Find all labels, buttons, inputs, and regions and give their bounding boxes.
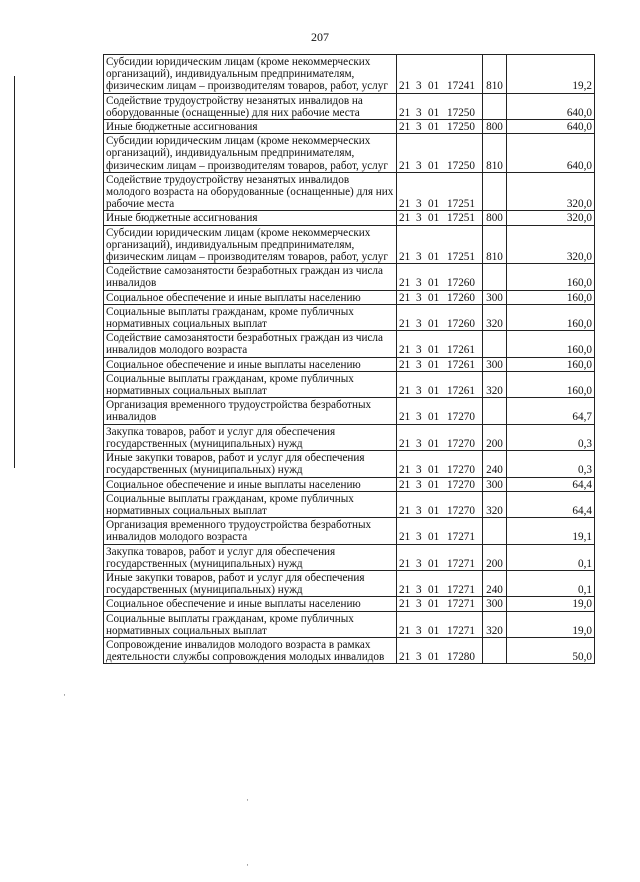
code-segment: 01 [428,159,440,172]
amount-cell: 50,0 [507,637,595,663]
expense-name-cell: Организация временного трудоустройства безработных инвалидов [104,398,397,424]
amount-cell: 160,0 [507,371,595,397]
code-segment: 3 [416,358,422,371]
table-row [104,424,595,450]
code-segment: 17271 [447,531,475,544]
target-article-code-cell [397,371,483,397]
target-article-code-cell [397,225,483,264]
code-segment: 21 [399,651,411,664]
amount-cell: 160,0 [507,304,595,330]
table-row [104,55,595,94]
expense-name-cell: Социальные выплаты гражданам, кроме публичных нормативных социальных выплат [104,371,397,397]
budget-table-body [104,55,595,664]
code-segment: 17251 [447,198,475,211]
code-segment: 01 [428,277,440,290]
code-segment: 3 [416,531,422,544]
amount-cell: 640,0 [507,134,595,173]
code-segment: 3 [416,557,422,570]
code-segment: 17241 [447,80,475,93]
target-article-code-cell [397,357,483,371]
target-article-code-cell [397,611,483,637]
expense-name-cell: Социальные выплаты гражданам, кроме публичных нормативных социальных выплат [104,304,397,330]
expense-type-cell: 320 [483,491,507,517]
table-row [104,357,595,371]
code-segment: 17250 [447,121,475,134]
amount-cell: 320,0 [507,172,595,211]
code-segment: 3 [416,291,422,304]
code-segment: 17250 [447,159,475,172]
code-segment: 3 [416,198,422,211]
expense-name-cell: Субсидии юридическим лицам (кроме некоммерческих организаций), индивидуальным предпринимателям, физическим лицам – производителям товаров, работ, услуг [104,134,397,173]
code-segment: 21 [399,464,411,477]
code-segment: 17270 [447,464,475,477]
expense-name-cell: Содействие самозанятости безработных граждан из числа инвалидов молодого возраста [104,331,397,357]
expense-name-cell: Организация временного трудоустройства безработных инвалидов молодого возраста [104,518,397,544]
amount-cell: 320,0 [507,225,595,264]
code-segment: 21 [399,291,411,304]
table-row [104,120,595,134]
code-segment: 01 [428,531,440,544]
code-segment: 21 [399,624,411,637]
amount-cell: 64,4 [507,491,595,517]
code-segment: 01 [428,464,440,477]
expense-name-cell: Социальное обеспечение и иные выплаты населению [104,357,397,371]
code-segment: 01 [428,80,440,93]
code-segment: 17271 [447,584,475,597]
code-segment: 3 [416,437,422,450]
code-segment: 3 [416,121,422,134]
code-segment: 21 [399,531,411,544]
table-row [104,211,595,225]
target-article-code-cell [397,398,483,424]
expense-name-cell: Субсидии юридическим лицам (кроме некоммерческих организаций), индивидуальным предпринимателям, физическим лицам – производителям товаров, работ, услуг [104,225,397,264]
code-segment: 21 [399,159,411,172]
table-row [104,172,595,211]
code-segment: 3 [416,277,422,290]
expense-name-cell: Закупка товаров, работ и услуг для обеспечения государственных (муниципальных) нужд [104,424,397,450]
code-segment: 21 [399,251,411,264]
target-article-code-cell [397,264,483,290]
table-row [104,304,595,330]
table-row [104,451,595,477]
code-segment: 21 [399,411,411,424]
table-row [104,264,595,290]
amount-cell: 19,0 [507,611,595,637]
amount-cell: 160,0 [507,331,595,357]
table-row [104,331,595,357]
target-article-code-cell [397,172,483,211]
page-number: 207 [311,30,329,44]
code-segment: 17261 [447,358,475,371]
code-segment: 21 [399,277,411,290]
expense-type-cell: 240 [483,451,507,477]
target-article-code-cell [397,134,483,173]
code-segment: 01 [428,251,440,264]
target-article-code-cell [397,304,483,330]
amount-cell: 160,0 [507,357,595,371]
expense-name-cell: Иные бюджетные ассигнования [104,120,397,134]
table-row [104,398,595,424]
expense-type-cell: 300 [483,477,507,491]
code-segment: 01 [428,318,440,331]
code-segment: 21 [399,437,411,450]
code-segment: 3 [416,106,422,119]
amount-cell: 320,0 [507,211,595,225]
target-article-code-cell [397,570,483,596]
expense-name-cell: Содействие трудоустройству незанятых инвалидов на оборудованные (оснащенные) для них рабочие места [104,93,397,119]
code-segment: 17260 [447,291,475,304]
code-segment: 21 [399,598,411,611]
code-segment: 3 [416,251,422,264]
expense-name-cell: Социальные выплаты гражданам, кроме публичных нормативных социальных выплат [104,491,397,517]
code-segment: 3 [416,411,422,424]
code-segment: 01 [428,385,440,398]
target-article-code-cell [397,331,483,357]
expense-name-cell: Социальное обеспечение и иные выплаты населению [104,290,397,304]
code-segment: 3 [416,385,422,398]
code-segment: 17271 [447,557,475,570]
code-segment: 21 [399,344,411,357]
code-segment: 21 [399,121,411,134]
table-row [104,93,595,119]
code-segment: 3 [416,344,422,357]
expense-type-cell [483,93,507,119]
expense-name-cell: Содействие трудоустройству незанятых инвалидов молодого возраста на оборудованные (оснащенные) для них рабочие места [104,172,397,211]
target-article-code-cell [397,518,483,544]
code-segment: 21 [399,358,411,371]
expense-type-cell: 800 [483,120,507,134]
code-segment: 01 [428,437,440,450]
expense-type-cell [483,518,507,544]
expense-type-cell: 810 [483,134,507,173]
code-segment: 21 [399,478,411,491]
table-row [104,225,595,264]
amount-cell: 640,0 [507,93,595,119]
target-article-code-cell [397,290,483,304]
code-segment: 17270 [447,411,475,424]
code-segment: 01 [428,212,440,225]
amount-cell: 64,7 [507,398,595,424]
expense-name-cell: Закупка товаров, работ и услуг для обеспечения государственных (муниципальных) нужд [104,544,397,570]
table-row [104,570,595,596]
amount-cell: 0,3 [507,424,595,450]
expense-type-cell [483,172,507,211]
target-article-code-cell [397,120,483,134]
expense-name-cell: Иные бюджетные ассигнования [104,211,397,225]
code-segment: 01 [428,557,440,570]
code-segment: 3 [416,584,422,597]
code-segment: 01 [428,624,440,637]
amount-cell: 160,0 [507,290,595,304]
amount-cell: 64,4 [507,477,595,491]
code-segment: 01 [428,106,440,119]
code-segment: 01 [428,291,440,304]
amount-cell: 0,1 [507,570,595,596]
target-article-code-cell [397,637,483,663]
expense-type-cell: 810 [483,225,507,264]
code-segment: 01 [428,584,440,597]
code-segment: 01 [428,504,440,517]
expense-type-cell: 320 [483,371,507,397]
scan-speck: · [246,795,249,805]
code-segment: 01 [428,358,440,371]
code-segment: 21 [399,504,411,517]
expense-name-cell: Сопровождение инвалидов молодого возраста в рамках деятельности службы сопровождения молодых инвалидов [104,637,397,663]
code-segment: 17271 [447,598,475,611]
target-article-code-cell [397,55,483,94]
expense-name-cell: Иные закупки товаров, работ и услуг для обеспечения государственных (муниципальных) нужд [104,570,397,596]
scan-speck: · [63,690,66,700]
code-segment: 17270 [447,478,475,491]
table-row [104,611,595,637]
amount-cell: 19,1 [507,518,595,544]
code-segment: 3 [416,212,422,225]
table-row [104,491,595,517]
code-segment: 01 [428,411,440,424]
table-row [104,477,595,491]
amount-cell: 640,0 [507,120,595,134]
code-segment: 3 [416,504,422,517]
table-row [104,637,595,663]
table-row [104,544,595,570]
code-segment: 3 [416,318,422,331]
code-segment: 21 [399,318,411,331]
code-segment: 01 [428,121,440,134]
code-segment: 17270 [447,504,475,517]
target-article-code-cell [397,211,483,225]
expense-type-cell [483,331,507,357]
amount-cell: 160,0 [507,264,595,290]
code-segment: 21 [399,385,411,398]
code-segment: 17270 [447,437,475,450]
table-row [104,597,595,611]
code-segment: 3 [416,624,422,637]
expense-type-cell: 200 [483,544,507,570]
code-segment: 21 [399,198,411,211]
expense-type-cell [483,264,507,290]
code-segment: 21 [399,212,411,225]
expense-type-cell: 300 [483,597,507,611]
expense-name-cell: Содействие самозанятости безработных граждан из числа инвалидов [104,264,397,290]
target-article-code-cell [397,491,483,517]
code-segment: 01 [428,598,440,611]
code-segment: 17271 [447,624,475,637]
code-segment: 3 [416,478,422,491]
expense-type-cell: 320 [483,611,507,637]
code-segment: 3 [416,464,422,477]
code-segment: 3 [416,159,422,172]
expense-name-cell: Субсидии юридическим лицам (кроме некоммерческих организаций), индивидуальным предпринимателям, физическим лицам – производителям товаров, работ, услуг [104,55,397,94]
amount-cell: 19,0 [507,597,595,611]
code-segment: 01 [428,478,440,491]
expense-type-cell: 800 [483,211,507,225]
target-article-code-cell [397,597,483,611]
target-article-code-cell [397,451,483,477]
table-row [104,290,595,304]
expense-name-cell: Социальное обеспечение и иные выплаты населению [104,477,397,491]
table-row [104,134,595,173]
code-segment: 01 [428,198,440,211]
code-segment: 17250 [447,106,475,119]
code-segment: 17251 [447,212,475,225]
code-segment: 3 [416,80,422,93]
expense-type-cell: 200 [483,424,507,450]
code-segment: 21 [399,557,411,570]
budget-table [103,54,595,664]
code-segment: 01 [428,344,440,357]
target-article-code-cell [397,477,483,491]
expense-type-cell: 300 [483,357,507,371]
code-segment: 3 [416,598,422,611]
table-row [104,518,595,544]
expense-type-cell [483,398,507,424]
target-article-code-cell [397,93,483,119]
expense-name-cell: Иные закупки товаров, работ и услуг для обеспечения государственных (муниципальных) нужд [104,451,397,477]
code-segment: 21 [399,106,411,119]
code-segment: 17280 [447,651,475,664]
code-segment: 21 [399,584,411,597]
margin-line [14,76,15,468]
target-article-code-cell [397,424,483,450]
code-segment: 17251 [447,251,475,264]
scan-speck: · [246,860,249,870]
expense-type-cell: 240 [483,570,507,596]
amount-cell: 19,2 [507,55,595,94]
expense-name-cell: Социальные выплаты гражданам, кроме публичных нормативных социальных выплат [104,611,397,637]
code-segment: 21 [399,80,411,93]
target-article-code-cell [397,544,483,570]
code-segment: 01 [428,651,440,664]
code-segment: 17260 [447,318,475,331]
expense-type-cell: 810 [483,55,507,94]
expense-type-cell: 320 [483,304,507,330]
code-segment: 17260 [447,277,475,290]
code-segment: 3 [416,651,422,664]
expense-type-cell [483,637,507,663]
table-row [104,371,595,397]
code-segment: 17261 [447,385,475,398]
amount-cell: 0,1 [507,544,595,570]
expense-name-cell: Социальное обеспечение и иные выплаты населению [104,597,397,611]
amount-cell: 0,3 [507,451,595,477]
expense-type-cell: 300 [483,290,507,304]
code-segment: 17261 [447,344,475,357]
